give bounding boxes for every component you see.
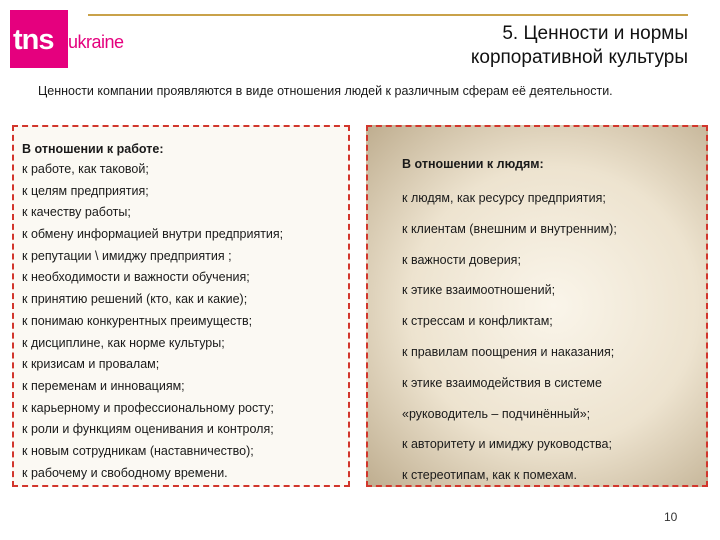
- page-number: 10: [664, 510, 678, 524]
- people-value-item: к важности доверия;: [402, 252, 521, 267]
- people-value-item: к этике взаимоотношений;: [402, 283, 556, 298]
- slide-title: [471, 22, 688, 70]
- slide-title-line-1: 5. Ценности и нормы: [502, 23, 688, 44]
- work-value-item: к работе, как таковой;: [22, 162, 149, 176]
- people-value-item: к правилам поощрения и наказания;: [402, 344, 615, 359]
- header-divider: [88, 14, 688, 16]
- work-values-panel: [12, 125, 350, 487]
- people-value-item: к этике взаимодействия в системе: [402, 375, 602, 390]
- slide-subtitle: Ценности компании проявляются в виде отношения людей к различным сферам её деятельности.: [38, 84, 613, 98]
- work-value-item: к карьерному и профессиональному росту;: [22, 400, 274, 415]
- tns-ukraine-logo: [10, 10, 124, 70]
- people-value-item: к стереотипам, как к помехам.: [402, 468, 577, 483]
- work-value-item: к дисциплине, как норме культуры;: [22, 335, 225, 350]
- people-value-item: «руководитель – подчинённый»;: [402, 406, 591, 421]
- logo-mark: [10, 10, 68, 68]
- people-values-panel: [366, 125, 708, 487]
- people-values-heading: В отношении к людям:: [402, 157, 544, 171]
- work-value-item: к переменам и инновациям;: [22, 378, 185, 393]
- work-values-heading: В отношении к работе:: [22, 142, 164, 156]
- logo-region-text: ukraine: [68, 32, 124, 52]
- people-value-item: к авторитету и имиджу руководства;: [402, 437, 612, 452]
- work-value-item: к понимаю конкурентных преимуществ;: [22, 313, 253, 328]
- work-value-item: к рабочему и свободному времени.: [22, 465, 228, 480]
- slide-title-line-2: корпоративной культуры: [470, 47, 688, 68]
- work-values-list: [22, 159, 340, 484]
- people-value-item: к стрессам и конфликтам;: [402, 314, 553, 329]
- work-value-item: к качеству работы;: [22, 205, 131, 220]
- people-value-item: к клиентам (внешним и внутренним);: [402, 221, 617, 236]
- logo-brand-text: tns: [13, 24, 54, 56]
- work-value-item: к роли и функциям оценивания и контроля;: [22, 422, 274, 437]
- work-value-item: к целям предприятия;: [22, 183, 149, 198]
- work-value-item: к новым сотрудникам (наставничество);: [22, 443, 254, 458]
- work-value-item: к принятию решений (кто, как и какие);: [22, 292, 248, 307]
- people-value-item: к людям, как ресурсу предприятия;: [402, 191, 606, 205]
- work-value-item: к необходимости и важности обучения;: [22, 270, 250, 285]
- work-value-item: к репутации \ имиджу предприятия ;: [22, 248, 232, 263]
- people-values-list: [402, 183, 696, 491]
- work-value-item: к обмену информацией внутри предприятия;: [22, 227, 284, 242]
- work-value-item: к кризисам и провалам;: [22, 357, 160, 372]
